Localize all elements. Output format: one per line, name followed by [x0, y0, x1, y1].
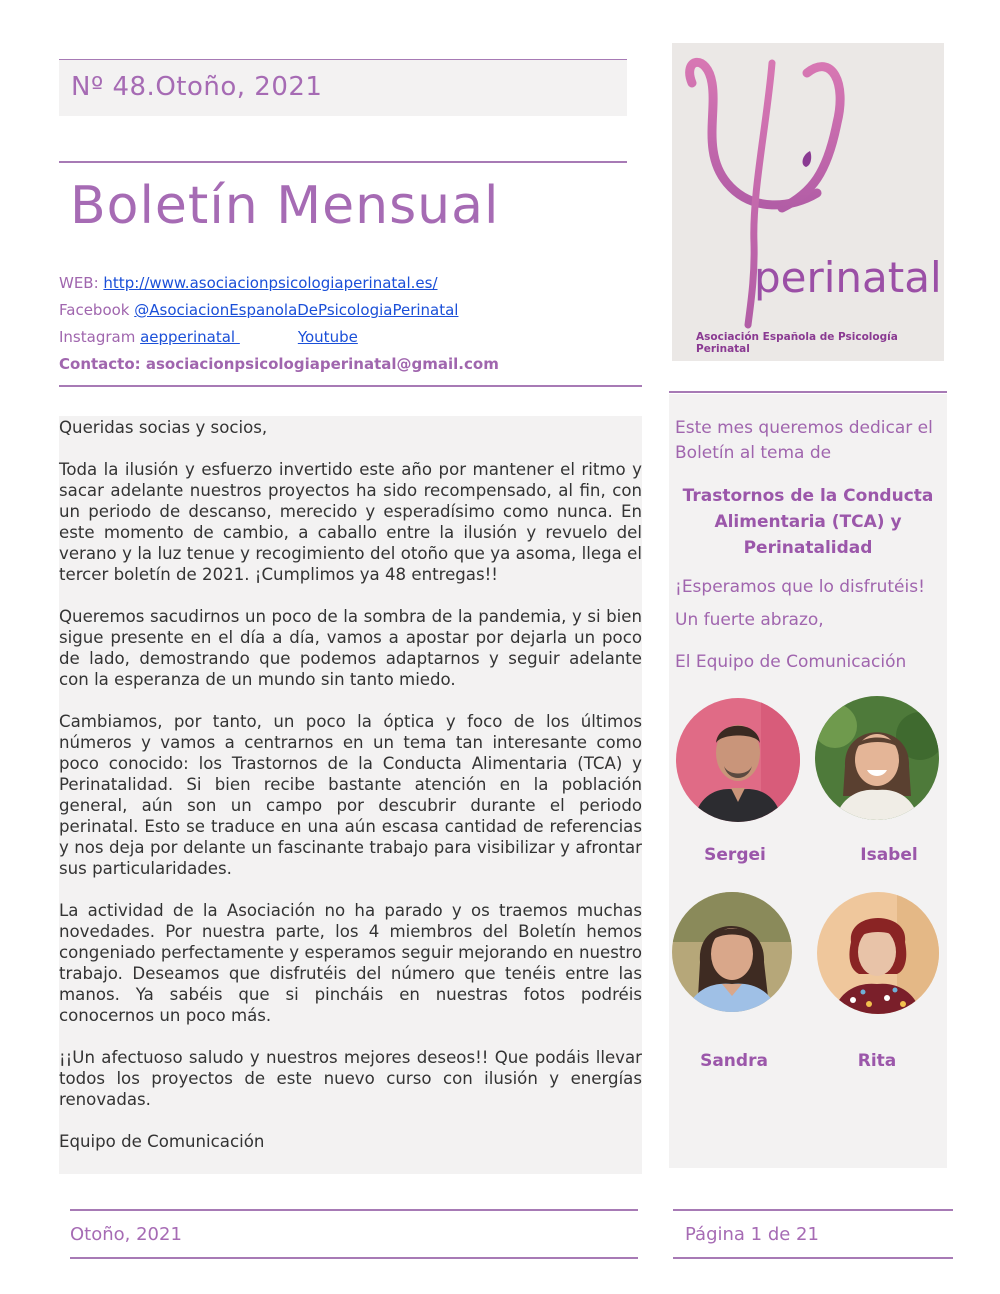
letter-paragraph-4: La actividad de la Asociación no ha parado y os traemos muchas novedades. Por nuestra parte, los 4 miembros del Boletín hemos congeniado perfectamente y esperamos seguir mejorando en nuestro trabajo. Deseamos que disfrutéis del número que tenéis entre las manos. Ya sabéis que si pincháis en nuestras fotos podréis conocernos un poco más.: [59, 901, 642, 1025]
footer-left-top-rule: [70, 1209, 638, 1211]
instagram-line: [59, 324, 458, 351]
letter-paragraph-3: Cambiamos, por tanto, un poco la óptica y foco de los últimos números y vamos a centrarnos en un tema tan interesante como poco conocido: los Trastornos de la Conducta Alimentaria (TCA) y Perinatalidad. Si bien recibe bastante atención en la población general, aún son un campo por descubrir durante el periodo perinatal. Esto se traduce en una aún escasa cantidad de referencias y nos deja por delante un fascinante trabajo para visibilizar y afrontar sus particularidades.: [59, 712, 642, 878]
web-link[interactable]: http://www.asociacionpsicologiaperinatal.es/: [103, 274, 438, 292]
sidebar-team: El Equipo de Comunicación: [675, 652, 907, 672]
letter-body: [59, 417, 642, 1173]
page-title: Boletín Mensual: [70, 176, 500, 236]
letter-paragraph-2: Queremos sacudirnos un poco de la sombra de la pandemia, y si bien sigue presente en el día a día, vamos a apostar por dejarla un poco de lado, demostrando que podemos adaptarnos y seguir adelante con la esperanza de un mundo sin tanto miedo.: [59, 607, 642, 689]
issue-banner: [59, 60, 627, 116]
footer-right-top-rule: [673, 1209, 953, 1211]
letter-paragraph-5: ¡¡Un afectuoso saludo y nuestros mejores deseos!! Que podáis llevar todos los proyectos de este nuevo curso con ilusión y energías renovadas.: [59, 1048, 642, 1109]
links-rule: [59, 385, 642, 387]
facebook-line: [59, 297, 458, 324]
sidebar-panel: [669, 394, 947, 1168]
photo-sergei[interactable]: [676, 698, 800, 822]
member-name-sandra: Sandra: [700, 1051, 768, 1071]
association-logo[interactable]: [672, 43, 944, 361]
links-block: [59, 270, 458, 351]
instagram-label: Instagram: [59, 328, 141, 346]
issue-number: Nº 48.Otoño, 2021: [71, 72, 323, 102]
letter-signature: Equipo de Comunicación: [59, 1132, 265, 1151]
facebook-link[interactable]: @AsociacionEspanolaDePsicologiaPerinatal: [134, 301, 459, 319]
letter-paragraph-1: Toda la ilusión y esfuerzo invertido este año por mantener el ritmo y sacar adelante nuestros proyectos ha sido recompensado, al fin, con un periodo de descanso, merecido y esperadísimo como nunca. En este momento de cambio, a caballo entre la ilusión y revuelo del verano y la luz tenue y recogimiento del otoño que ya asoma, llega el tercer boletín de 2021. ¡Cumplimos ya 48 entregas!!: [59, 460, 642, 584]
footer-right-bottom-rule: [673, 1257, 953, 1259]
psi-icon: [672, 43, 944, 361]
footer-season: Otoño, 2021: [70, 1224, 182, 1245]
member-name-sergei: Sergei: [704, 845, 766, 865]
logo-wordmark: perinatal: [754, 253, 942, 302]
sidebar-enjoy: ¡Esperamos que lo disfrutéis!: [675, 577, 925, 597]
sidebar-rule: [669, 391, 947, 393]
member-name-rita: Rita: [857, 1051, 897, 1071]
photo-isabel[interactable]: [815, 696, 939, 820]
instagram-link[interactable]: aepperinatal: [140, 328, 240, 346]
sidebar-intro: Este mes queremos dedicar el Boletín al tema de: [675, 418, 933, 463]
web-label: WEB:: [59, 274, 104, 292]
photo-rita[interactable]: [817, 892, 939, 1014]
footer-page-number: Página 1 de 21: [685, 1224, 819, 1245]
photo-sandra[interactable]: [672, 892, 792, 1012]
title-rule: [59, 161, 627, 163]
sidebar-hug: Un fuerte abrazo,: [675, 610, 824, 630]
web-line: [59, 270, 458, 297]
footer-left-bottom-rule: [70, 1257, 638, 1259]
member-name-isabel: Isabel: [860, 845, 918, 865]
facebook-label: Facebook: [59, 301, 135, 319]
letter-greeting: Queridas socias y socios,: [59, 418, 268, 437]
logo-caption: Asociación Española de Psicología Perinatal: [696, 331, 898, 355]
contact-email: Contacto: asociacionpsicologiaperinatal@gmail.com: [59, 355, 499, 373]
youtube-link[interactable]: Youtube: [297, 328, 358, 346]
sidebar-topic: Trastornos de la Conducta Alimentaria (TCA) y Perinatalidad: [682, 486, 934, 558]
